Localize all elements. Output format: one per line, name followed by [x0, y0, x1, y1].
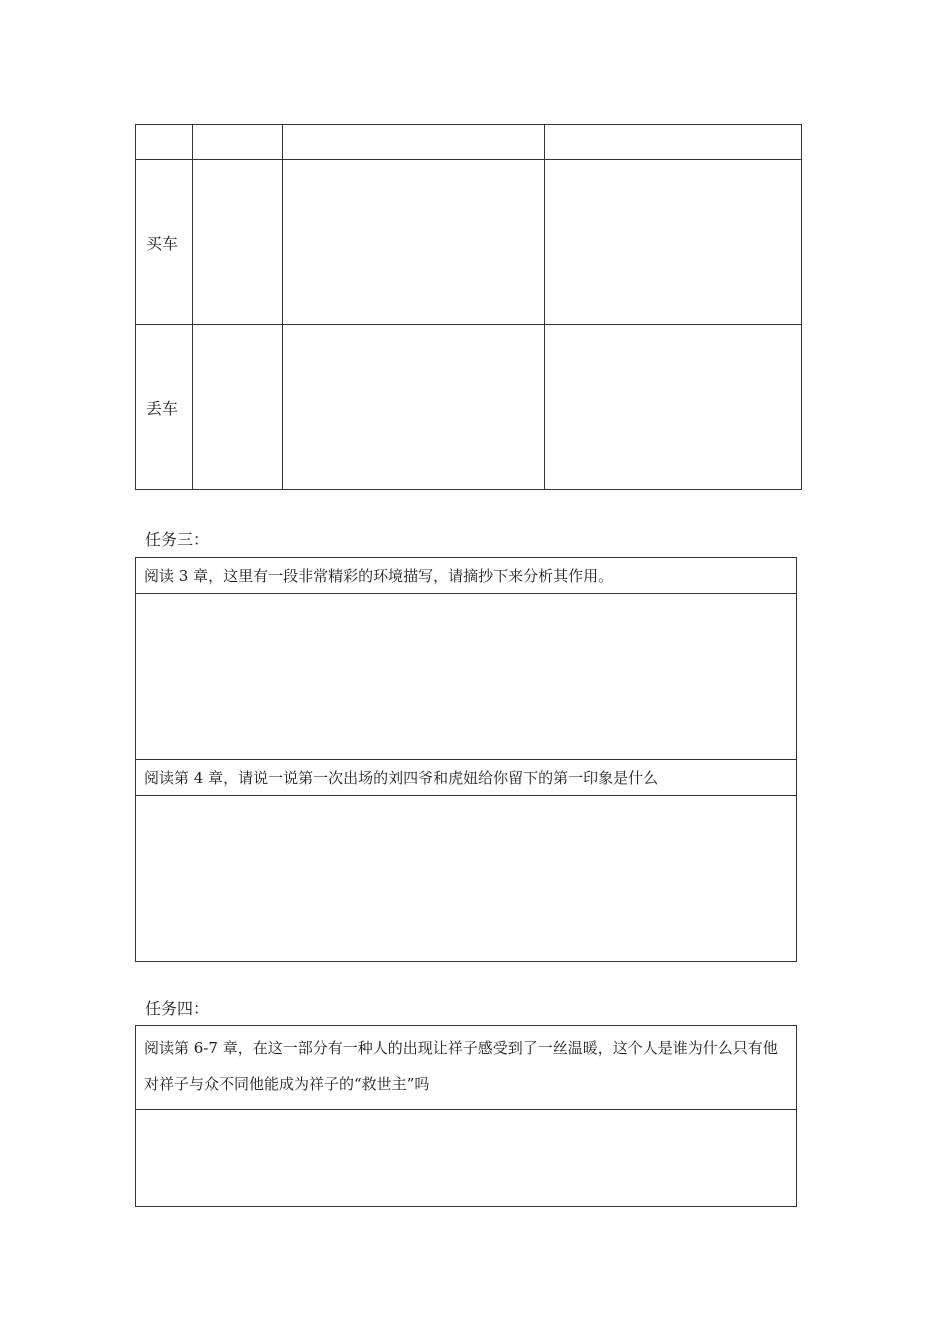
task3-answer-2[interactable]: [136, 796, 797, 962]
task3-answer-1[interactable]: [136, 594, 797, 760]
task3-table: [135, 557, 797, 962]
answer-cell[interactable]: [193, 325, 283, 490]
answer-cell[interactable]: [545, 325, 802, 490]
header-cell-2: [193, 125, 283, 160]
answer-row: [136, 1110, 797, 1207]
task4-answer-1[interactable]: [136, 1110, 797, 1207]
question-row: [136, 1026, 797, 1110]
task4-question-1: 阅读第 6-7 章，在这一部分有一种人的出现让祥子感受到了一丝温暖，这个人是谁为什么只有他对祥子与众不同他能成为祥子的“救世主”吗: [136, 1026, 797, 1110]
header-cell-3: [283, 125, 545, 160]
plot-events-table: [135, 124, 802, 490]
answer-row: [136, 594, 797, 760]
task3-question-1: 阅读 3 章，这里有一段非常精彩的环境描写，请摘抄下来分析其作用。: [136, 558, 797, 594]
answer-cell[interactable]: [545, 160, 802, 325]
task3-question-2: 阅读第 4 章，请说一说第一次出场的刘四爷和虎妞给你留下的第一印象是什么: [136, 760, 797, 796]
row-label-lose-car: 丢车: [136, 325, 193, 490]
row-label-buy-car: 买车: [136, 160, 193, 325]
header-cell-1: [136, 125, 193, 160]
table-row-lose-car: [136, 325, 802, 490]
answer-cell[interactable]: [283, 325, 545, 490]
question-row: [136, 558, 797, 594]
answer-row: [136, 796, 797, 962]
task4-label: 任务四：: [145, 999, 210, 1018]
answer-cell[interactable]: [193, 160, 283, 325]
question-row: [136, 760, 797, 796]
table-header-row: [136, 125, 802, 160]
task4-table: [135, 1025, 797, 1207]
header-cell-4: [545, 125, 802, 160]
table-row-buy-car: [136, 160, 802, 325]
answer-cell[interactable]: [283, 160, 545, 325]
task3-label: 任务三：: [145, 530, 210, 549]
